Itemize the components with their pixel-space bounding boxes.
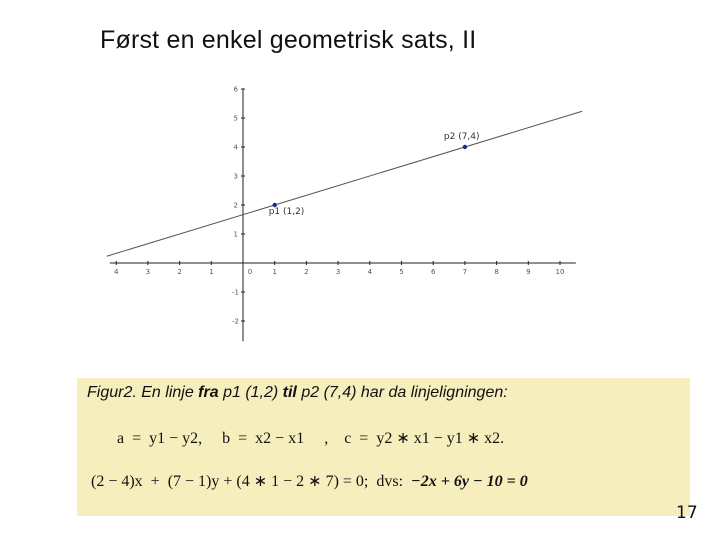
point-p1-label: p1 (1,2) — [268, 207, 305, 217]
line-equation-result: −2x + 6y − 10 = 0 — [411, 473, 528, 490]
caption-prefix: Figur2. En linje — [87, 384, 199, 401]
y-tick-label: 6 — [233, 85, 238, 94]
x-tick-label: 7 — [462, 268, 468, 276]
point-p2-label: p2 (7,4) — [443, 132, 480, 142]
x-tick-label: 9 — [526, 268, 531, 276]
line-equation — [91, 471, 528, 491]
x-tick-label: 3 — [335, 268, 341, 276]
x-tick-label: 6 — [430, 268, 436, 276]
x-tick-label: 5 — [399, 268, 404, 276]
x-tick-label: 4 — [113, 268, 119, 276]
y-tick-label: -2 — [232, 317, 239, 326]
caption-fra: fra — [198, 384, 219, 401]
x-tick-label: 2 — [177, 268, 182, 276]
y-tick-label: 4 — [233, 143, 238, 152]
point-p2 — [463, 145, 467, 149]
x-tick-label: 3 — [145, 268, 151, 276]
page-number: 17 — [676, 503, 698, 523]
x-tick-label: 1 — [272, 268, 277, 276]
coefficient-equation: a = y1 − y2, b = x2 − x1 , c = y2 ∗ x1 − y1 ∗ x2. — [117, 430, 505, 447]
x-tick-label: 1 — [209, 268, 214, 276]
y-tick-label: -1 — [232, 288, 239, 297]
x-tick-label: 4 — [367, 268, 373, 276]
y-tick-label: 5 — [233, 114, 238, 123]
x-tick-label: 8 — [494, 268, 499, 276]
line-equation-main: (2 − 4)x + (7 − 1)y + (4 ∗ 1 − 2 ∗ 7) = 0; dvs: — [91, 473, 412, 490]
figure-caption-box — [77, 378, 690, 516]
y-tick-label: 2 — [233, 201, 238, 210]
line-p1-p2 — [107, 111, 583, 256]
y-tick-label: 3 — [233, 172, 238, 181]
graph-svg — [100, 78, 600, 348]
y-tick-label: 1 — [233, 230, 238, 239]
x-tick-label: 10 — [555, 268, 565, 276]
caption-suffix: p2 (7,4) har da linjeligningen: — [296, 384, 508, 401]
caption-til: til — [282, 384, 297, 401]
x-tick-label: 2 — [304, 268, 309, 276]
slide-title: Først en enkel geometrisk sats, II — [100, 26, 477, 54]
caption-mid: p1 (1,2) — [218, 384, 283, 401]
coordinate-graph — [100, 78, 600, 348]
figure-caption — [87, 384, 680, 402]
x-tick-label: 0 — [247, 268, 253, 276]
